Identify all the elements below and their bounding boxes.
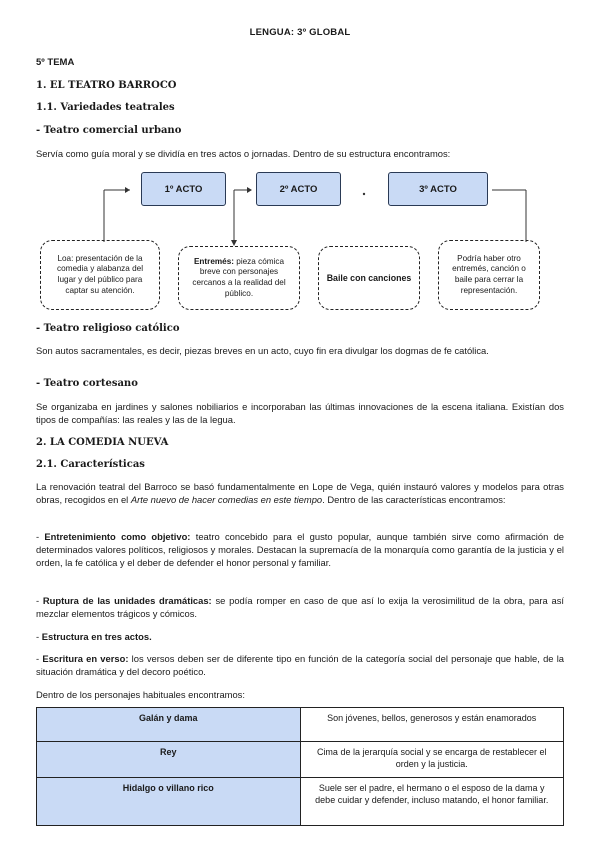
estructura-label: Estructura en tres actos. <box>41 631 152 642</box>
item-entretenimiento: - Entretenimiento como objetivo: teatro concebido para el gusto popular, aunque también sirve como afirmación de determinados valores políticos, religiosos y morales. Destacan la supremacía de la monarquía como garantía de la justicia y el orden, la fe católica y el deber de defender el honor personal y familiar. <box>36 531 565 568</box>
entretenimiento-label: Entretenimiento como objetivo: <box>44 531 191 542</box>
entremes-text: pieza cómica breve con personajes cercanos a la realidad del público. <box>192 256 286 298</box>
otro-text: Podría haber otro entremés, canción o baile para cerrar la representación. <box>452 253 526 295</box>
comedia-intro <box>36 480 564 506</box>
escritura-text: los versos deben ser de diferente tipo en función de la categoría social del personaje que hable, de la situación dramática y del decoro poético. <box>36 653 564 677</box>
cortesano-text: Se organizaba en jardines y salones nobiliarios e incorporaban las últimas innovaciones de la escena italiana. Existían dos tipos de compañías: las reales y las de la legua. <box>36 401 564 425</box>
table-cell-desc: Cima de la jerarquía social y se encarga de restablecer el orden y la justicia. <box>300 742 564 778</box>
table-cell-name: Hidalgo o villano rico <box>37 778 301 826</box>
table-cell-name: Galán y dama <box>37 708 301 742</box>
page-header-title: LENGUA: 3º GLOBAL <box>249 27 351 38</box>
item-estructura: - Estructura en tres actos. <box>36 631 152 642</box>
table-cell-desc: Son jóvenes, bellos, generosos y están enamorados <box>300 708 564 742</box>
entremes-content <box>185 257 293 299</box>
ruptura-label: Ruptura de las unidades dramáticas: <box>42 595 212 606</box>
unit-label: 5º TEMA <box>36 57 75 68</box>
table-cell-name: Rey <box>37 742 301 778</box>
baile-text: Baile con canciones <box>326 272 412 283</box>
loa-box <box>40 240 160 310</box>
item-ruptura: - Ruptura de las unidades dramáticas: se podía romper en caso de que así lo exija la verosimilitud de la obra, para así mezclar elementos trágicos y cómicos. <box>36 595 565 619</box>
comercial-text: Servía como guía moral y se dividía en tres actos o jornadas. Dentro de su estructura encontramos: <box>36 148 451 159</box>
baile-box <box>318 246 420 310</box>
structure-diagram <box>36 162 564 340</box>
entremes-label: Entremés: <box>193 256 234 266</box>
act-3-box: 3º ACTO <box>388 172 488 206</box>
table-row <box>37 778 564 826</box>
section-2-1-heading: 2.1. Características <box>36 459 145 470</box>
comercial-heading: - Teatro comercial urbano <box>36 125 182 136</box>
table-row <box>37 708 564 742</box>
item-escritura: - Escritura en verso: los versos deben ser de diferente tipo en función de la categoría social del personaje que hable, de la situación dramática y del decoro poético. <box>36 653 564 677</box>
arrow-act2 <box>247 187 252 193</box>
personajes-intro: Dentro de los personajes habituales encontramos: <box>36 689 245 700</box>
table-cell-desc: Suele ser el padre, el hermano o el esposo de la dama y debe cuidar y defender, incluso matando, el honor familiar. <box>300 778 564 826</box>
table-row <box>37 742 564 778</box>
entretenimiento-text: teatro concebido para el gusto popular, aunque también sirve como afirmación de determinados valores políticos, religiosos y morales. Destacan la supremacía de la monarquía como garantía de la justicia y el orden, la fe católica y el deber de defender el honor personal y familiar. <box>36 531 565 568</box>
loa-text: Loa: presentación de la comedia y alabanza del lugar y del público para captar su atención. <box>56 253 144 295</box>
personajes-table <box>36 707 564 826</box>
section-2-heading: 2. LA COMEDIA NUEVA <box>36 437 169 448</box>
entremes-box <box>178 246 300 310</box>
connector-dot <box>363 193 365 195</box>
act-2-box: 2º ACTO <box>256 172 341 206</box>
act-1-box: 1º ACTO <box>141 172 226 206</box>
religioso-text: Son autos sacramentales, es decir, piezas breves en un acto, cuyo fin era divulgar los dogmas de fe católica. <box>36 345 489 356</box>
ruptura-text: se podía romper en caso de que así lo exija la verosimilitud de la obra, para así mezclar elementos trágicos y cómicos. <box>36 595 565 619</box>
section-1-heading: 1. EL TEATRO BARROCO <box>36 80 177 91</box>
religioso-heading: - Teatro religioso católico <box>36 323 180 334</box>
section-1-1-heading: 1.1. Variedades teatrales <box>36 102 175 113</box>
arrow-act1 <box>125 187 130 193</box>
escritura-label: Escritura en verso: <box>42 653 129 664</box>
otro-box <box>438 240 540 310</box>
intro-text-a: La renovación teatral del Barroco se basó fundamentalmente en Lope de Vega, quién instauró valores y modelos para otras obras, recogidos en el <box>36 481 564 505</box>
cortesano-heading: - Teatro cortesano <box>36 378 138 389</box>
intro-italic-title: Arte nuevo de hacer comedias en este tiempo <box>130 494 323 505</box>
intro-text-b: . Dentro de las características encontramos: <box>322 494 506 505</box>
